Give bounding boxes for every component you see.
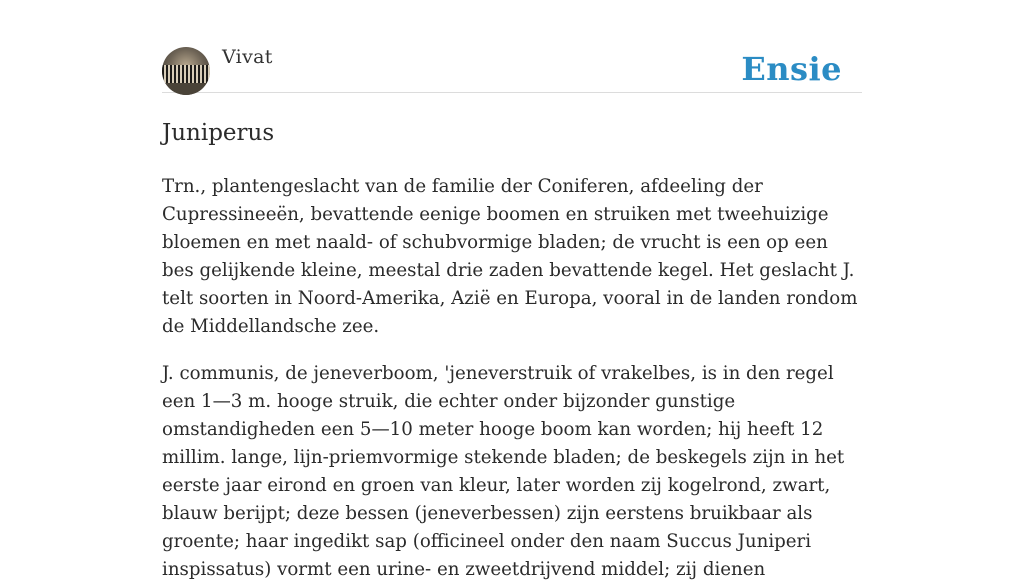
article-paragraph: J. communis, de jeneverboom, 'jeneverstruik of vrakelbes, is in den regel een 1—3 m. hooge struik, die echter onder bijzonder gunstige omstandigheden een 5—10 meter hooge boom kan worden; hij heeft 12 millim. lange, lijn-priemvormige stekende bladen; de beskegels zijn in het eerste jaar eirond en groen van kleur, later worden zij kogelrond, zwart, blauw berijpt; deze bessen (jeneverbessen) zijn eerstens bruikbaar als groente; haar ingedikt sap (officineel onder den naam Succus Juniperi inspissatus) vormt een urine- en zweetdrijvend middel; zij dienen <box>162 363 845 580</box>
author-name[interactable]: Vivat <box>222 46 273 68</box>
article-page <box>162 0 862 584</box>
article-paragraph: Trn., plantengeslacht van de familie der Coniferen, afdeeling der Cupressineeën, bevattende eenige boomen en struiken met tweehuizige bloemen en met naald- of schubvormige bladen; de vrucht is een op een bes gelijkende kleine, meestal drie zaden bevattende kegel. Het geslacht J. telt soorten in Noord-Amerika, Azië en Europa, vooral in de landen rondom de Middellandsche zee. <box>162 176 858 337</box>
article-title: Juniperus <box>162 120 275 146</box>
ensie-logo[interactable]: Ensie <box>741 50 842 88</box>
bookshelf-image <box>162 65 210 83</box>
author-avatar[interactable] <box>162 47 210 95</box>
site-header <box>162 0 862 93</box>
